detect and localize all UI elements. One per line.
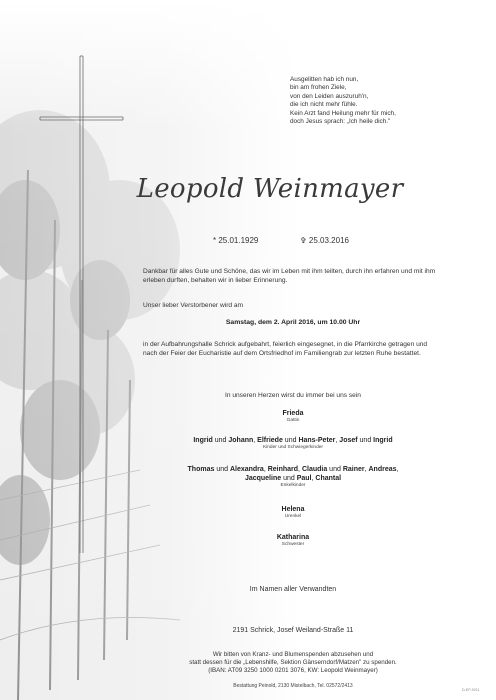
mourner-name: Helena xyxy=(281,506,305,513)
birth-date: * 25.01.1929 xyxy=(213,236,259,245)
mourner-name: Katharina xyxy=(276,534,310,541)
family-text: Im Namen aller Verwandten xyxy=(249,586,337,593)
mourner-relation: Gattin xyxy=(286,418,300,423)
poem-line: Kein Arzt fand Heilung mehr für mich, xyxy=(290,109,396,117)
mourner-children xyxy=(140,436,446,451)
death-date: ✞ 25.03.2016 xyxy=(300,236,349,245)
mourner-great-grandchild xyxy=(140,505,446,520)
poem-line: bin am frohen Ziele, xyxy=(290,84,347,92)
mourner-spouse xyxy=(140,409,446,424)
mourner-name: Frieda xyxy=(282,410,304,417)
poem-line: die ich nicht mehr fühle. xyxy=(290,101,358,109)
deceased-name: Leopold Weinmayer xyxy=(136,174,404,204)
address: 2191 Schrick, Josef Weiland-Straße 11 xyxy=(232,627,354,634)
poem xyxy=(290,76,490,126)
undertaker-info: Bestattung Peinold, 2130 Mistelbach, Tel. 02572/2413 xyxy=(233,683,353,689)
donation-request xyxy=(140,651,446,675)
mourner-relation: Urenkel xyxy=(284,514,302,519)
cross-icon xyxy=(0,0,160,560)
poem-line: doch Jesus sprach: „Ich heile dich." xyxy=(290,118,391,126)
mourner-names: Thomas und Alexandra, Reinhard, Claudia und Rainer, Andreas, xyxy=(187,466,399,473)
service-datetime: Samstag, dem 2. April 2016, um 10.00 Uhr xyxy=(225,319,361,326)
mourner-names-line-2: Jacqueline und Paul, Chantal xyxy=(244,475,342,482)
poem-line: von den Leiden auszuruh'n, xyxy=(290,92,369,100)
donation-line: statt dessen für die „Lebenshilfe, Sektion Gänserndorf/Matzen" zu spenden. xyxy=(189,659,397,666)
hearts-text: In unseren Herzen wirst du immer bei uns sein xyxy=(225,392,361,399)
mourner-names: Ingrid und Johann, Elfriede und Hans-Peter, Josef und Ingrid xyxy=(193,437,393,444)
reference-code: D-EP-9211 xyxy=(462,688,480,692)
mourner-grandchildren xyxy=(140,465,446,489)
gratitude-text: Dankbar für alles Gute und Schöne, das wir im Leben mit ihm teilten, durch ihn erfahren und mit ihm erleben durften, behalten wir in lieber Erinnerung. xyxy=(143,268,436,284)
intro-text: Unser lieber Verstorbener wird am xyxy=(143,302,244,309)
mourner-relation: Kinder und Schwiegerkinder xyxy=(263,445,323,450)
mourner-relation: Schwester xyxy=(281,542,305,547)
mourner-relation: Enkelkinder xyxy=(280,483,306,488)
poem-line: Ausgelitten hab ich nun, xyxy=(290,76,359,83)
service-text: in der Aufbahrungshalle Schrick aufgebahrt, feierlich eingesegnet, in die Pfarrkirche getragen und nach der Feier der Eucharistie auf dem Ortsfriedhof im Familiengrab zur letzten Ruhe bestattet. xyxy=(143,341,428,357)
mourner-sister xyxy=(140,533,446,548)
donation-line: Wir bitten von Kranz- und Blumenspenden abzusehen und xyxy=(212,651,374,658)
donation-line: (IBAN: AT09 3250 1000 0201 3076, KW: Leopold Weinmayer) xyxy=(208,667,378,674)
